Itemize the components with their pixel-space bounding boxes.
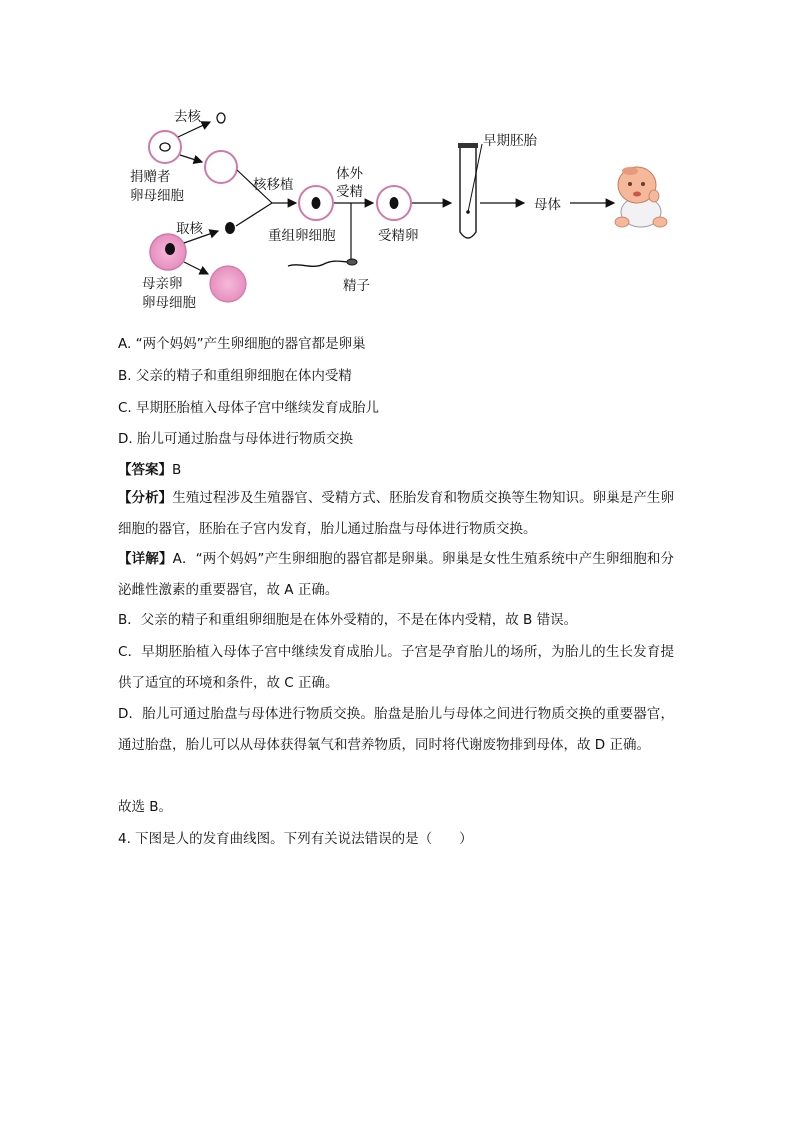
analysis-tag: 【分析】 bbox=[118, 490, 173, 506]
label-mother-2: 卵母细胞 bbox=[142, 295, 196, 311]
baby-illustration bbox=[615, 167, 667, 227]
label-take-nucleus: 取核 bbox=[176, 221, 203, 237]
test-tube bbox=[458, 143, 482, 238]
label-remove-nucleus: 去核 bbox=[174, 109, 201, 125]
mother-enucleated-egg bbox=[210, 266, 246, 302]
detail-b-paragraph: B．父亲的精子和重组卵细胞是在体外受精的，不是在体内受精，故 B 错误。 bbox=[118, 612, 578, 628]
donor-nucleus bbox=[160, 143, 170, 151]
option-b: B. 父亲的精子和重组卵细胞在体内受精 bbox=[118, 368, 352, 384]
label-reconstructed-egg: 重组卵细胞 bbox=[268, 228, 336, 244]
answer-line bbox=[118, 458, 181, 478]
detail-d-paragraph: D．胎儿可通过胎盘与母体进行物质交换。胎盘是胎儿与母体之间进行物质交换的重要器官，通过胎盘，胎儿可以从母体获得氧气和营养物质，同时将代谢废物排到母体，故 D 正确。 bbox=[118, 706, 674, 753]
detail-c-paragraph: C．早期胚胎植入母体子宫中继续发育成胎儿。子宫是孕育胎儿的场所，为胎儿的生长发育提供了适宜的环境和条件，故 C 正确。 bbox=[118, 644, 674, 691]
analysis-text: 生殖过程涉及生殖器官、受精方式、胚胎发育和物质交换等生物知识。卵巢是产生卵细胞的器官，胚胎在子宫内发育，胎儿通过胎盘与母体进行物质交换。 bbox=[118, 490, 674, 537]
conclusion-line: 故选 B。 bbox=[118, 799, 173, 815]
answer-value: B bbox=[172, 462, 182, 478]
reproduction-process-diagram bbox=[0, 0, 794, 330]
answer-tag: 【答案】 bbox=[118, 462, 172, 478]
option-c: C. 早期胚胎植入母体子宫中继续发育成胎儿 bbox=[118, 400, 380, 416]
taken-nucleus bbox=[225, 222, 235, 234]
mother-nucleus bbox=[165, 243, 175, 255]
label-mother-body: 母体 bbox=[534, 197, 561, 213]
option-a: A. “两个妈妈”产生卵细胞的器官都是卵巢 bbox=[118, 336, 366, 352]
detail-a-paragraph bbox=[118, 544, 674, 605]
label-donor-1: 捐赠者 bbox=[130, 169, 171, 185]
enucleated-egg-cell bbox=[205, 151, 237, 183]
analysis-paragraph bbox=[118, 483, 674, 544]
label-nuclear-transfer: 核移植 bbox=[253, 177, 294, 193]
sperm-cell bbox=[288, 261, 350, 266]
label-fertilized-egg: 受精卵 bbox=[378, 228, 419, 244]
label-in-vitro-1: 体外 bbox=[336, 166, 363, 182]
label-in-vitro-2: 受精 bbox=[336, 184, 363, 200]
option-d: D. 胎儿可通过胎盘与母体进行物质交换 bbox=[118, 431, 353, 447]
detail-tag: 【详解】 bbox=[118, 551, 173, 567]
detail-a-text: A．“两个妈妈”产生卵细胞的器官都是卵巢。卵巢是女性生殖系统中产生卵细胞和分泌雌性激素的重要器官，故 A 正确。 bbox=[118, 551, 675, 598]
removed-nucleus bbox=[217, 113, 225, 123]
label-donor-2: 卵母细胞 bbox=[130, 188, 184, 204]
label-early-embryo: 早期胚胎 bbox=[483, 133, 537, 149]
next-question-stem: 4. 下图是人的发育曲线图。下列有关说法错误的是（ ） bbox=[118, 831, 473, 847]
label-mother-1: 母亲卵 bbox=[142, 276, 183, 292]
label-sperm: 精子 bbox=[343, 278, 370, 294]
